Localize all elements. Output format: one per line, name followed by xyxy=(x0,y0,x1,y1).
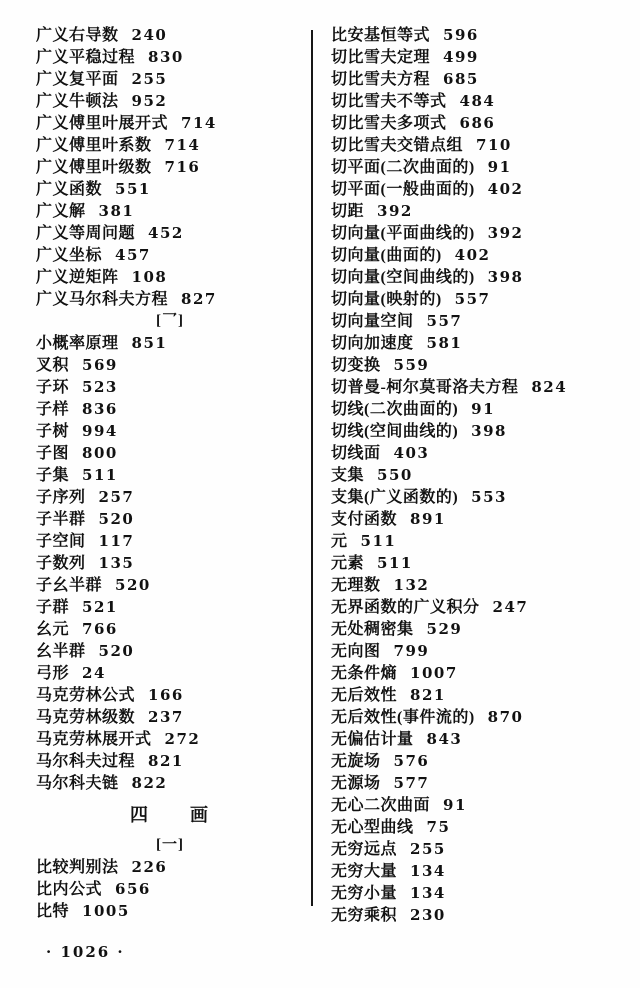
entry-term: 切线(二次曲面的) xyxy=(331,401,459,418)
entry-page-number: 827 xyxy=(181,290,217,308)
entry-term: 马克劳林公式 xyxy=(36,687,136,704)
index-entry-row xyxy=(331,530,631,552)
index-entry-row xyxy=(36,178,304,200)
entry-page-number: 402 xyxy=(487,180,524,198)
entry-page-number: 91 xyxy=(471,400,496,418)
entry-page-number: 557 xyxy=(454,290,491,308)
entry-page-number: 714 xyxy=(164,136,201,154)
index-entry-row xyxy=(36,354,304,376)
entry-term: 切距 xyxy=(331,203,365,220)
index-entry-row xyxy=(331,750,631,772)
entry-page-number: 398 xyxy=(487,268,524,286)
index-entry-row xyxy=(36,244,304,266)
index-entry-row xyxy=(36,834,304,856)
index-entry-row xyxy=(331,816,631,838)
index-entry-row xyxy=(36,46,304,68)
entry-page-number: 392 xyxy=(487,224,524,242)
index-entry-row xyxy=(36,684,304,706)
index-entry-row xyxy=(331,508,631,530)
entry-term: 支集(广义函数的) xyxy=(331,489,459,506)
entry-term: 比特 xyxy=(36,903,70,920)
entry-term: 子图 xyxy=(36,445,70,462)
index-entry-row xyxy=(36,530,304,552)
index-entry-row xyxy=(331,464,631,486)
index-entry-row xyxy=(36,662,304,684)
entry-page-number: 576 xyxy=(393,752,430,770)
index-entry-row xyxy=(331,728,631,750)
entry-term: 无穷远点 xyxy=(331,841,398,858)
index-entry-row xyxy=(36,332,304,354)
index-entry-row xyxy=(331,904,631,926)
entry-term: 子幺半群 xyxy=(36,577,103,594)
index-entry-row xyxy=(36,464,304,486)
entry-page-number: 800 xyxy=(82,444,118,462)
index-entry-row xyxy=(331,90,631,112)
entry-page-number: 824 xyxy=(531,378,568,396)
index-entry-row xyxy=(36,508,304,530)
index-entry-row xyxy=(36,398,304,420)
entry-term: 子空间 xyxy=(36,533,86,550)
entry-term: 幺元 xyxy=(36,621,70,638)
entry-term: 元素 xyxy=(331,555,365,572)
entry-page-number: 520 xyxy=(98,510,135,528)
entry-term: 广义平稳过程 xyxy=(36,49,136,66)
entry-term: 子样 xyxy=(36,401,70,418)
index-entry-row xyxy=(36,856,304,878)
entry-page-number: 550 xyxy=(377,466,413,484)
entry-page-number: 132 xyxy=(393,576,430,594)
entry-page-number: 398 xyxy=(471,422,507,440)
index-entry-row xyxy=(36,134,304,156)
entry-page-number: 836 xyxy=(82,400,118,418)
entry-term: 切比雪夫多项式 xyxy=(331,115,447,132)
entry-term: 切线(空间曲线的) xyxy=(331,423,459,440)
index-entry-row xyxy=(36,266,304,288)
entry-page-number: 255 xyxy=(410,840,446,858)
entry-term: 比内公式 xyxy=(36,881,103,898)
entry-term: 广义右导数 xyxy=(36,27,119,44)
index-entry-row xyxy=(36,420,304,442)
entry-term: 广义函数 xyxy=(36,181,103,198)
entry-term: 马克劳林展开式 xyxy=(36,731,152,748)
entry-term: 广义解 xyxy=(36,203,86,220)
entry-term: 切平面(一般曲面的) xyxy=(331,181,475,198)
entry-page-number: 851 xyxy=(131,334,168,352)
index-entry-row xyxy=(331,354,631,376)
index-entry-row xyxy=(331,596,631,618)
entry-term: 无向图 xyxy=(331,643,381,660)
entry-page-number: 134 xyxy=(410,884,446,902)
entry-term: 广义傅里叶系数 xyxy=(36,137,152,154)
index-entry-row xyxy=(331,24,631,46)
entry-page-number: 402 xyxy=(454,246,491,264)
entry-term: 无心二次曲面 xyxy=(331,797,431,814)
entry-term: 比安基恒等式 xyxy=(331,27,431,44)
entry-term: 无界函数的广义积分 xyxy=(331,599,480,616)
entry-page-number: 656 xyxy=(115,880,151,898)
index-entry-row xyxy=(331,112,631,134)
entry-page-number: 24 xyxy=(82,664,106,682)
entry-page-number: 520 xyxy=(115,576,151,594)
index-entry-row xyxy=(36,596,304,618)
entry-term: 弓形 xyxy=(36,665,70,682)
index-entry-row xyxy=(36,156,304,178)
entry-term: 元 xyxy=(331,533,348,550)
index-entry-row xyxy=(36,200,304,222)
entry-term: 无理数 xyxy=(331,577,381,594)
index-entry-row xyxy=(331,442,631,464)
entry-page-number: 272 xyxy=(164,730,201,748)
entry-page-number: 952 xyxy=(131,92,168,110)
entry-term: 切比雪夫交错点组 xyxy=(331,137,464,154)
index-entry-row xyxy=(331,684,631,706)
index-entry-row xyxy=(331,398,631,420)
entry-term: 切普曼-柯尔莫哥洛夫方程 xyxy=(331,379,519,396)
entry-term: 支付函数 xyxy=(331,511,398,528)
entry-page-number: 230 xyxy=(410,906,446,924)
index-entry-row xyxy=(331,860,631,882)
entry-page-number: 511 xyxy=(360,532,397,550)
entry-term: 广义牛顿法 xyxy=(36,93,119,110)
entry-page-number: 511 xyxy=(377,554,413,572)
entry-term: 无心型曲线 xyxy=(331,819,414,836)
entry-term: 切向量空间 xyxy=(331,313,414,330)
entry-term: 无条件熵 xyxy=(331,665,398,682)
entry-page-number: 511 xyxy=(82,466,118,484)
entry-page-number: 521 xyxy=(82,598,118,616)
index-entry-row xyxy=(36,772,304,794)
index-entry-row xyxy=(331,794,631,816)
entry-page-number: 403 xyxy=(393,444,430,462)
entry-page-number: 166 xyxy=(148,686,184,704)
entry-page-number: 255 xyxy=(131,70,168,88)
entry-page-number: 553 xyxy=(471,488,507,506)
index-entry-row xyxy=(36,706,304,728)
entry-page-number: 452 xyxy=(148,224,184,242)
entry-page-number: 457 xyxy=(115,246,151,264)
index-entry-row xyxy=(36,552,304,574)
index-entry-row xyxy=(331,662,631,684)
entry-page-number: 134 xyxy=(410,862,446,880)
entry-page-number: 108 xyxy=(131,268,168,286)
index-entry-row xyxy=(331,222,631,244)
entry-page-number: 91 xyxy=(487,158,512,176)
entry-term: 切向量(平面曲线的) xyxy=(331,225,475,242)
entry-term: 切比雪夫定理 xyxy=(331,49,431,66)
entry-page-number: 237 xyxy=(148,708,184,726)
index-entry-row xyxy=(331,618,631,640)
index-entry-row xyxy=(331,332,631,354)
entry-page-number: 523 xyxy=(82,378,118,396)
index-entry-row xyxy=(36,486,304,508)
entry-term: 子半群 xyxy=(36,511,86,528)
right-column xyxy=(331,24,631,926)
entry-page-number: 499 xyxy=(443,48,479,66)
entry-term: 叉积 xyxy=(36,357,70,374)
entry-term: 子树 xyxy=(36,423,70,440)
entry-term: 广义傅里叶级数 xyxy=(36,159,152,176)
index-entry-row xyxy=(331,266,631,288)
index-entry-row xyxy=(36,90,304,112)
index-entry-row xyxy=(36,442,304,464)
entry-page-number: 686 xyxy=(459,114,496,132)
section-label: [乛] xyxy=(156,313,184,329)
index-entry-row xyxy=(331,486,631,508)
index-entry-row xyxy=(36,112,304,134)
index-entry-row xyxy=(36,900,304,922)
index-entry-row xyxy=(331,134,631,156)
index-entry-row xyxy=(36,574,304,596)
entry-page-number: 392 xyxy=(377,202,413,220)
index-entry-row xyxy=(331,552,631,574)
entry-term: 切比雪夫不等式 xyxy=(331,93,447,110)
index-entry-row xyxy=(331,288,631,310)
index-entry-row xyxy=(331,574,631,596)
index-entry-row xyxy=(36,24,304,46)
entry-term: 切向加速度 xyxy=(331,335,414,352)
entry-page-number: 821 xyxy=(148,752,184,770)
entry-term: 幺半群 xyxy=(36,643,86,660)
entry-term: 无穷小量 xyxy=(331,885,398,902)
entry-page-number: 1007 xyxy=(410,664,458,682)
entry-page-number: 685 xyxy=(443,70,479,88)
entry-term: 广义等周问题 xyxy=(36,225,136,242)
entry-term: 无源场 xyxy=(331,775,381,792)
section-label: 四 画 xyxy=(130,805,210,825)
entry-page-number: 710 xyxy=(476,136,512,154)
entry-page-number: 581 xyxy=(426,334,463,352)
index-entry-row xyxy=(36,288,304,310)
entry-term: 无后效性 xyxy=(331,687,398,704)
entry-page-number: 822 xyxy=(131,774,168,792)
entry-page-number: 596 xyxy=(443,26,479,44)
entry-page-number: 569 xyxy=(82,356,118,374)
entry-page-number: 381 xyxy=(98,202,135,220)
entry-page-number: 484 xyxy=(459,92,496,110)
entry-page-number: 529 xyxy=(426,620,463,638)
index-entry-row xyxy=(331,178,631,200)
entry-term: 切平面(二次曲面的) xyxy=(331,159,475,176)
entry-page-number: 577 xyxy=(393,774,430,792)
entry-page-number: 557 xyxy=(426,312,463,330)
index-entry-row xyxy=(36,376,304,398)
entry-page-number: 1005 xyxy=(82,902,130,920)
index-entry-row xyxy=(36,222,304,244)
entry-page-number: 91 xyxy=(443,796,467,814)
entry-page-number: 891 xyxy=(410,510,446,528)
entry-term: 广义逆矩阵 xyxy=(36,269,119,286)
index-entry-row xyxy=(331,244,631,266)
entry-term: 子序列 xyxy=(36,489,86,506)
entry-page-number: 226 xyxy=(131,858,168,876)
entry-term: 子数列 xyxy=(36,555,86,572)
entry-page-number: 994 xyxy=(82,422,118,440)
section-label: [一] xyxy=(156,837,184,853)
index-entry-row xyxy=(36,640,304,662)
entry-page-number: 559 xyxy=(393,356,430,374)
entry-term: 子环 xyxy=(36,379,70,396)
entry-term: 切向量(映射的) xyxy=(331,291,442,308)
entry-page-number: 716 xyxy=(164,158,201,176)
index-entry-row xyxy=(331,200,631,222)
entry-term: 马尔科夫链 xyxy=(36,775,119,792)
index-entry-row xyxy=(331,640,631,662)
entry-page-number: 799 xyxy=(393,642,430,660)
entry-page-number: 551 xyxy=(115,180,151,198)
entry-term: 广义马尔科夫方程 xyxy=(36,291,169,308)
entry-page-number: 830 xyxy=(148,48,184,66)
index-entry-row xyxy=(331,156,631,178)
index-entry-row xyxy=(36,728,304,750)
entry-term: 无偏估计量 xyxy=(331,731,414,748)
entry-term: 子集 xyxy=(36,467,70,484)
entry-page-number: 240 xyxy=(131,26,168,44)
entry-page-number: 843 xyxy=(426,730,463,748)
entry-term: 切线面 xyxy=(331,445,381,462)
index-entry-row xyxy=(331,46,631,68)
index-entry-row xyxy=(36,618,304,640)
entry-page-number: 714 xyxy=(181,114,217,132)
entry-term: 无穷大量 xyxy=(331,863,398,880)
entry-term: 支集 xyxy=(331,467,365,484)
entry-page-number: 766 xyxy=(82,620,118,638)
entry-term: 切向量(空间曲线的) xyxy=(331,269,475,286)
index-entry-row xyxy=(36,68,304,90)
index-entry-row xyxy=(331,772,631,794)
index-entry-row xyxy=(36,310,304,332)
index-entry-row xyxy=(36,878,304,900)
entry-page-number: 135 xyxy=(98,554,135,572)
index-entry-row xyxy=(331,838,631,860)
entry-term: 无旋场 xyxy=(331,753,381,770)
index-entry-row xyxy=(331,376,631,398)
entry-term: 马尔科夫过程 xyxy=(36,753,136,770)
entry-page-number: 247 xyxy=(492,598,529,616)
index-entry-row xyxy=(331,706,631,728)
entry-term: 切向量(曲面的) xyxy=(331,247,442,264)
entry-page-number: 117 xyxy=(98,532,135,550)
entry-term: 无处稠密集 xyxy=(331,621,414,638)
entry-term: 切比雪夫方程 xyxy=(331,71,431,88)
entry-page-number: 870 xyxy=(487,708,524,726)
index-entry-row xyxy=(36,750,304,772)
entry-term: 马克劳林级数 xyxy=(36,709,136,726)
entry-term: 无后效性(事件流的) xyxy=(331,709,475,726)
entry-term: 比较判别法 xyxy=(36,859,119,876)
entry-term: 小概率原理 xyxy=(36,335,119,352)
entry-term: 子群 xyxy=(36,599,70,616)
index-entry-row xyxy=(331,882,631,904)
left-column xyxy=(36,24,304,922)
entry-term: 广义傅里叶展开式 xyxy=(36,115,169,132)
index-entry-row xyxy=(331,310,631,332)
entry-page-number: 75 xyxy=(426,818,451,836)
entry-page-number: 520 xyxy=(98,642,135,660)
entry-term: 广义复平面 xyxy=(36,71,119,88)
entry-term: 切变换 xyxy=(331,357,381,374)
entry-term: 广义坐标 xyxy=(36,247,103,264)
page-number: · 1026 · xyxy=(46,943,125,961)
entry-page-number: 821 xyxy=(410,686,446,704)
index-entry-row xyxy=(331,68,631,90)
index-entry-row xyxy=(36,802,304,828)
entry-page-number: 257 xyxy=(98,488,135,506)
column-divider-rule xyxy=(311,30,313,906)
index-entry-row xyxy=(331,420,631,442)
entry-term: 无穷乘积 xyxy=(331,907,398,924)
